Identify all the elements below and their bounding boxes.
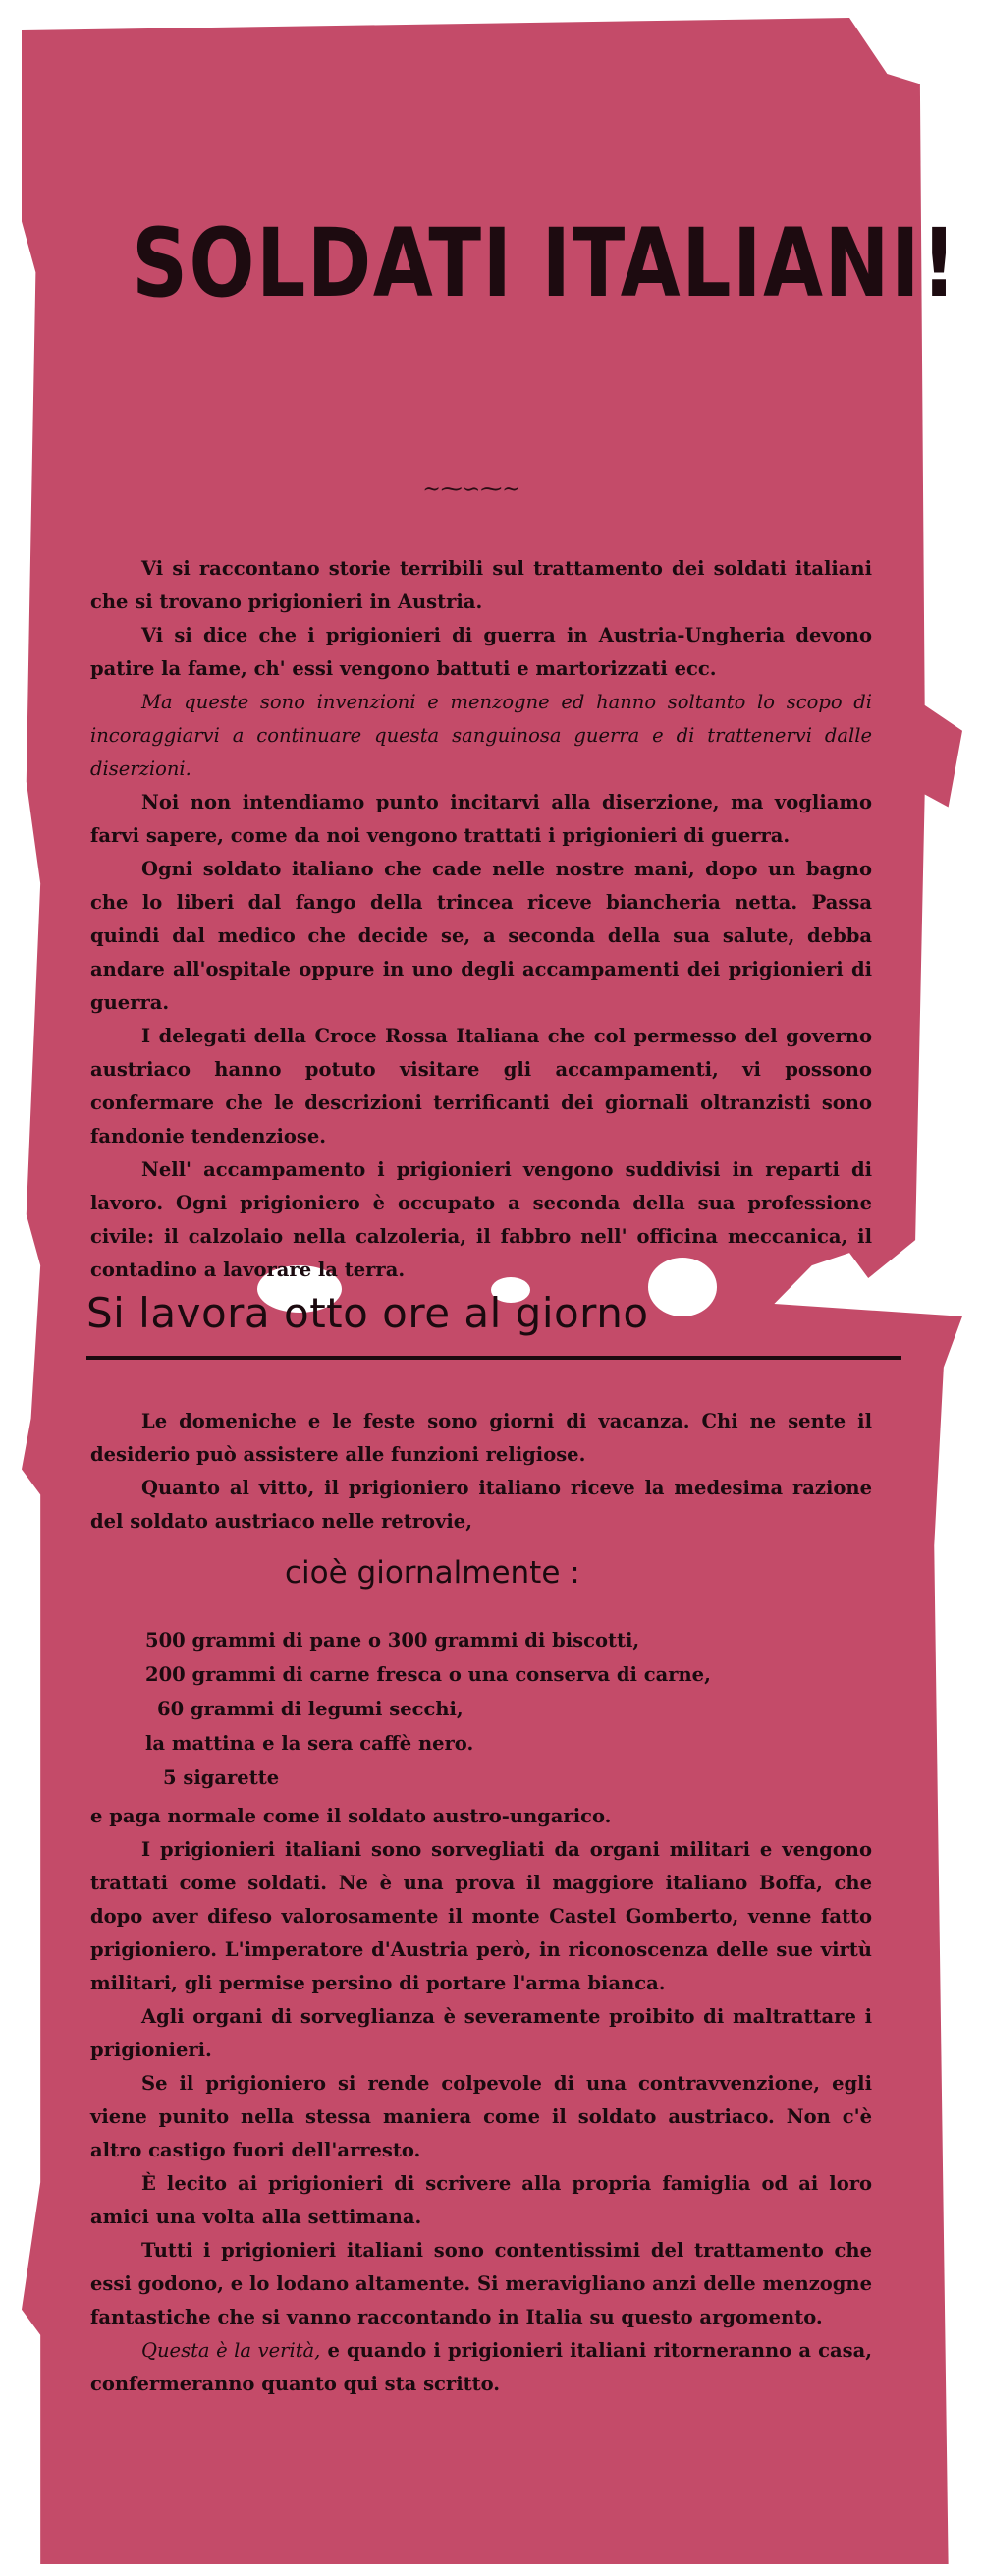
closing-paragraph-1: e paga normale come il soldato austro-ungarico. [90,1805,612,1827]
section-heading: Si lavora otto ore al giorno [86,1289,649,1337]
closing-paragraph-7 [90,2334,872,2401]
closing-paragraph-5: È lecito ai prigionieri di scrivere alla propria famiglia od ai loro amici una volta alla settimana. [90,2172,872,2228]
ration-list [145,1623,833,1795]
intro-paragraph-3: Ma queste sono invenzioni e menzogne ed hanno soltanto lo scopo di incoraggiarvi a continuare questa sanguinosa guerra e di trattenervi dalle diserzioni. [90,691,872,780]
closing-paragraph-2: I prigionieri italiani sono sorvegliati da organi militari e vengono trattati come soldati. Ne è una prova il maggiore italiano Boffa, che dopo aver difeso valorosamente il monte Castel Gomberto, venne fatto prigioniero. L'imperatore d'Austria però, in riconoscenza delle sue virtù militari, gli permise persino di portare l'arma bianca. [90,1838,872,1994]
ration-item: la mattina e la sera caffè nero. [145,1732,474,1755]
ration-item: 60 grammi di legumi secchi, [157,1698,464,1720]
intro-block [90,552,872,1287]
middle-block [90,1405,872,1539]
intro-paragraph-1: Vi si raccontano storie terribili sul trattamento dei soldati italiani che si trovano prigionieri in Austria. [90,557,872,613]
closing-paragraph-3: Agli organi di sorveglianza è severamente proibito di maltrattare i prigionieri. [90,2005,872,2061]
middle-paragraph-2: Quanto al vitto, il prigioniero italiano riceve la medesima razione del soldato austriaco nelle retrovie, [90,1477,872,1533]
ration-heading: cioè giornalmente : [285,1555,580,1591]
intro-paragraph-2: Vi si dice che i prigionieri di guerra in Austria-Ungheria devono patire la fame, ch' essi vengono battuti e martorizzati ecc. [90,624,872,680]
middle-paragraph-1: Le domeniche e le feste sono giorni di vacanza. Chi ne sente il desiderio può assistere alle funzioni religiose. [90,1410,872,1466]
section-rule [86,1356,901,1360]
intro-paragraph-4: Noi non intendiamo punto incitarvi alla diserzione, ma vogliamo farvi sapere, come da noi vengono trattati i prigionieri di guerra. [90,791,872,847]
ration-item: 500 grammi di pane o 300 grammi di biscotti, [145,1629,640,1652]
intro-paragraph-7: Nell' accampamento i prigionieri vengono suddivisi in reparti di lavoro. Ogni prigioniero è occupato a seconda della sua professione civile: il calzolaio nella calzoleria, il fabbro nell' officina meccanica, il contadino a lavorare la terra. [90,1158,872,1281]
closing-paragraph-4: Se il prigioniero si rende colpevole di una contravvenzione, egli viene punito nella stessa maniera come il soldato austriaco. Non c'è altro castigo fuori dell'arresto. [90,2072,872,2161]
closing-italic-phrase: Questa è la verità, [141,2339,321,2362]
ration-item: 5 sigarette [163,1766,280,1789]
intro-paragraph-5: Ogni soldato italiano che cade nelle nostre mani, dopo un bagno che lo liberi dal fango della trincea riceve biancheria netta. Passa quindi dal medico che decide se, a seconda della sua salute, debba andare all'ospitale oppure in uno degli accampamenti dei prigionieri di guerra. [90,858,872,1014]
intro-paragraph-6: I delegati della Croce Rossa Italiana che col permesso del governo austriaco hanno potuto visitare gli accampamenti, vi possono confermare che le descrizioni terrificanti dei giornali oltranzisti sono fandonie tendenziose. [90,1025,872,1148]
closing-final-text: e quando i prigionieri italiani ritorneranno a casa, confermeranno quanto qui sta scritto. [90,2339,872,2395]
ornament-divider: ~⁓∽⁓~ [422,477,520,502]
ration-item: 200 grammi di carne fresca o una conserva di carne, [145,1663,711,1686]
closing-paragraph-6: Tutti i prigionieri italiani sono contentissimi del trattamento che essi godono, e lo lodano altamente. Si meravigliano anzi delle menzogne fantastiche che si vanno raccontando in Italia su questo argomento. [90,2239,872,2328]
poster-title: SOLDATI ITALIANI! [132,208,958,318]
closing-block [90,1800,872,2401]
